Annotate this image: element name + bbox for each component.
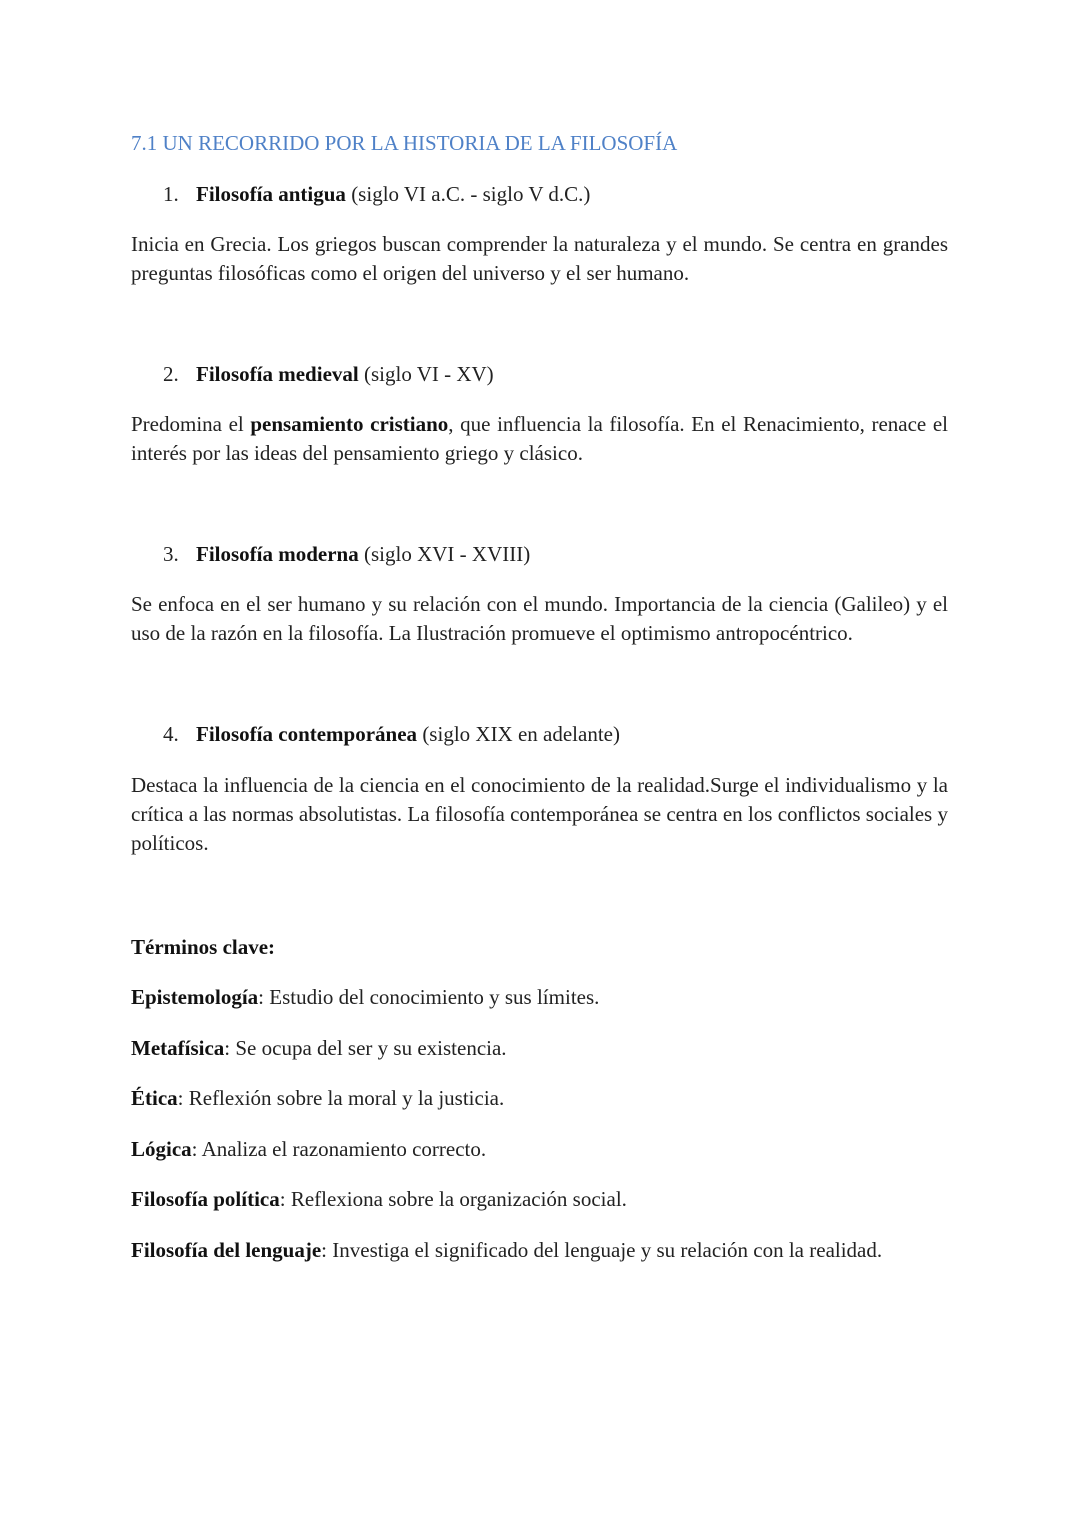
key-term xyxy=(131,1084,948,1113)
item-title: Filosofía moderna xyxy=(196,542,359,566)
section-paragraph: Se enfoca en el ser humano y su relación con el mundo. Importancia de la ciencia (Galileo) y el uso de la razón en la filosofía. La Ilustración promueve el optimismo antropocéntrico. xyxy=(131,592,948,645)
key-term xyxy=(131,1034,948,1063)
item-period: (siglo VI a.C. - siglo V d.C.) xyxy=(345,182,591,206)
item-number: 1. xyxy=(163,182,179,206)
key-term xyxy=(131,1236,948,1265)
key-terms-title: Términos clave: xyxy=(131,935,276,959)
item-period: (siglo VI - XV) xyxy=(358,362,494,386)
item-title: Filosofía contemporánea xyxy=(196,722,418,746)
term-name: Metafísica xyxy=(131,1035,225,1060)
item-title: Filosofía antigua xyxy=(196,182,346,206)
section-item xyxy=(163,360,980,389)
section-item xyxy=(163,540,980,569)
term-definition: : Estudio del conocimiento y sus límites. xyxy=(258,985,600,1009)
item-title: Filosofía medieval xyxy=(196,362,359,386)
item-number: 4. xyxy=(163,722,179,746)
term-name: Filosofía política xyxy=(131,1187,280,1211)
item-period: (siglo XVI - XVIII) xyxy=(358,542,531,566)
term-name: Ética xyxy=(131,1086,178,1110)
term-name: Lógica xyxy=(131,1136,192,1161)
term-definition: : Analiza el razonamiento correcto. xyxy=(191,1136,487,1161)
section-paragraph: Predomina el pensamiento cristiano, que influencia la filosofía. En el Renacimiento, renace el interés por las ideas del pensamiento griego y clásico. xyxy=(131,412,948,465)
section-item xyxy=(163,720,980,749)
item-number: 2. xyxy=(163,362,179,386)
term-definition: : Reflexiona sobre la organización social. xyxy=(279,1187,627,1211)
term-definition: : Investiga el significado del lenguaje y su relación con la realidad. xyxy=(321,1237,883,1262)
section-heading: 7.1 UN RECORRIDO POR LA HISTORIA DE LA FILOSOFÍA xyxy=(131,131,678,155)
term-name: Epistemología xyxy=(131,985,259,1009)
item-period: (siglo XIX en adelante) xyxy=(417,722,620,746)
item-number: 3. xyxy=(163,542,179,566)
term-name: Filosofía del lenguaje xyxy=(131,1237,322,1262)
section-paragraph: Inicia en Grecia. Los griegos buscan comprender la naturaleza y el mundo. Se centra en grandes preguntas filosóficas como el origen del universo y el ser humano. xyxy=(131,232,948,285)
key-term xyxy=(131,1135,948,1164)
key-term xyxy=(131,1185,948,1214)
term-definition: : Se ocupa del ser y su existencia. xyxy=(224,1035,507,1060)
term-definition: : Reflexión sobre la moral y la justicia. xyxy=(177,1086,505,1110)
section-paragraph: Destaca la influencia de la ciencia en el conocimiento de la realidad.Surge el individualismo y la crítica a las normas absolutistas. La filosofía contemporánea se centra en los conflictos sociales y políticos. xyxy=(131,773,948,855)
section-item xyxy=(163,180,980,209)
key-term xyxy=(131,983,948,1012)
